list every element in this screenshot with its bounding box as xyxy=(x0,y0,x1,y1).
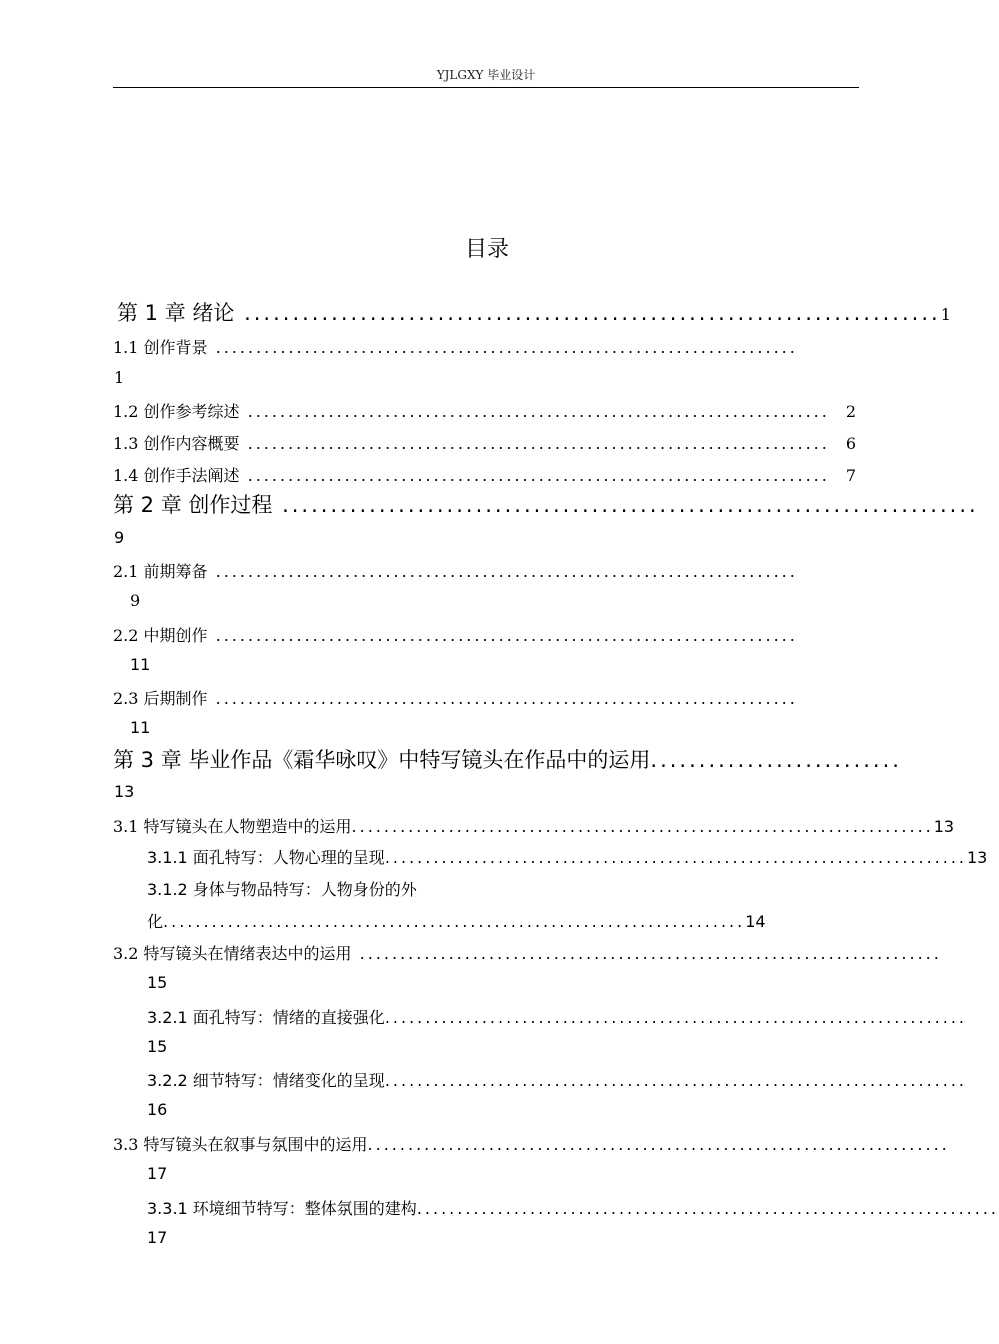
toc-label: 第 2 章 创作过程 xyxy=(113,493,273,517)
toc-entry-2-1[interactable] xyxy=(113,559,851,582)
toc-entry-1-1[interactable] xyxy=(113,335,837,358)
toc-page-number: 11 xyxy=(130,718,151,737)
toc-page-number: 1 xyxy=(114,368,125,387)
toc-page-number: 9 xyxy=(130,591,141,610)
toc-label: 3.1 特写镜头在人物塑造中的运用 xyxy=(113,817,352,836)
toc-entry-3-3-1[interactable] xyxy=(147,1196,999,1219)
toc-entry-3-1-2[interactable]: 3.1.2 身体与物品特写：人物身份的外 xyxy=(147,880,417,899)
toc-entry-3-1[interactable] xyxy=(113,814,955,837)
toc-entry-chapter-2[interactable] xyxy=(113,489,979,519)
leader-dots: ........................................................................ xyxy=(239,434,830,453)
leader-dots: ........................................................................ xyxy=(351,817,934,836)
toc-page-number: 6 xyxy=(845,434,856,453)
toc-page-number: 15 xyxy=(147,973,168,992)
leader-dots: ........................................................................ xyxy=(207,689,798,708)
toc-page-number: 13 xyxy=(933,817,955,836)
toc-label: 1.2 创作参考综述 xyxy=(113,402,240,421)
toc-label: 3.3 特写镜头在叙事与氛围中的运用 xyxy=(113,1135,368,1154)
leader-dots: ........................................................................ xyxy=(239,466,830,485)
toc-page-number: 9 xyxy=(114,528,125,547)
leader-dots: ........................................................................ xyxy=(384,1008,967,1027)
toc-page-number: 17 xyxy=(147,1164,168,1183)
toc-label: 化 xyxy=(147,912,164,931)
leader-dots: ........................................................................ xyxy=(384,1071,967,1090)
toc-label: 1.3 创作内容概要 xyxy=(113,434,240,453)
toc-label: 1.1 创作背景 xyxy=(113,338,208,357)
leader-dots: ........................................................................ xyxy=(234,301,941,325)
toc-label: 3.2 特写镜头在情绪表达中的运用 xyxy=(113,944,352,963)
leader-dots: .......................... xyxy=(650,748,902,772)
toc-label: 第 3 章 毕业作品《霜华咏叹》中特写镜头在作品中的运用 xyxy=(113,748,651,772)
leader-dots: ........................................................................ xyxy=(416,1199,999,1218)
toc-label: 3.2.1 面孔特写：情绪的直接强化 xyxy=(147,1008,385,1027)
leader-dots: ........................................................................ xyxy=(239,402,830,421)
toc-entry-3-2-2[interactable] xyxy=(147,1068,967,1091)
toc-entry-2-2[interactable] xyxy=(113,623,837,646)
toc-entry-1-3[interactable] xyxy=(113,431,856,454)
toc-label: 第 1 章 绪论 xyxy=(117,301,235,325)
leader-dots: ........................................................................ xyxy=(351,944,942,963)
toc-page-number: 7 xyxy=(845,466,856,485)
toc-label: 3.1.1 面孔特写：人物心理的呈现 xyxy=(147,848,385,867)
toc-entry-2-3[interactable] xyxy=(113,686,837,709)
leader-dots: ........................................................................ xyxy=(384,848,967,867)
toc-page-number: 13 xyxy=(114,782,135,801)
leader-dots: ........................................................................ xyxy=(207,626,798,645)
toc-page-number: 16 xyxy=(147,1100,168,1119)
toc-page-number: 11 xyxy=(130,655,151,674)
toc-label: 1.4 创作手法阐述 xyxy=(113,466,240,485)
page-title: 目录 xyxy=(464,237,509,262)
toc-label: 2.2 中期创作 xyxy=(113,626,208,645)
toc-label: 3.3.1 环境细节特写：整体氛围的建构 xyxy=(147,1199,417,1218)
toc-entry-3-1-2-continued[interactable] xyxy=(147,909,766,932)
toc-entry-3-1-1[interactable] xyxy=(147,845,988,868)
leader-dots: ........................................................................ xyxy=(272,493,979,517)
toc-page-number: 15 xyxy=(147,1037,168,1056)
toc-label: 2.3 后期制作 xyxy=(113,689,208,708)
toc-entry-chapter-1[interactable] xyxy=(117,297,951,327)
toc-label: 2.1 前期筹备 xyxy=(113,562,208,581)
leader-dots: ........................................................................ xyxy=(207,338,798,357)
toc-page-number: 14 xyxy=(745,912,766,931)
toc-page-number: 1 xyxy=(940,305,951,324)
toc-entry-chapter-3[interactable] xyxy=(113,744,902,774)
toc-page-number: 2 xyxy=(845,402,856,421)
running-header: YJLGXY 毕业设计 xyxy=(436,68,536,82)
toc-entry-3-3[interactable] xyxy=(113,1132,950,1155)
toc-page-number: 17 xyxy=(147,1228,168,1247)
toc-entry-1-2[interactable] xyxy=(113,399,856,422)
leader-dots: ........................................................................ xyxy=(367,1135,950,1154)
leader-dots: ........................................................................ xyxy=(163,912,746,931)
toc-label: 3.2.2 细节特写：情绪变化的呈现 xyxy=(147,1071,385,1090)
leader-dots: ........................................................................ xyxy=(207,562,798,581)
toc-entry-3-2-1[interactable] xyxy=(147,1005,967,1028)
toc-entry-3-2[interactable] xyxy=(113,941,942,964)
toc-page-number: 13 xyxy=(967,848,988,867)
toc-entry-1-4[interactable] xyxy=(113,463,856,486)
